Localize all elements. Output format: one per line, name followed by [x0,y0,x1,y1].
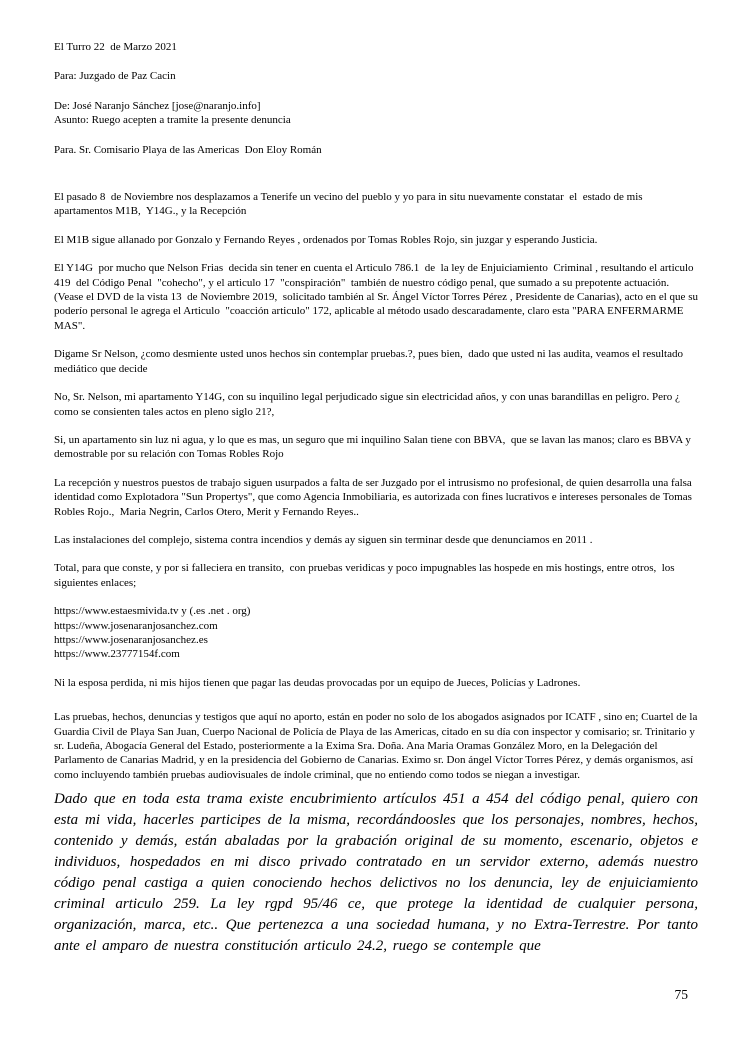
paragraph-family-debts: Ni la esposa perdida, ni mis hijos tienen que pagar las deudas provocadas por un equipo de Jueces, Policías y Ladrones. [54,676,581,689]
paragraph-hostings: Total, para que conste, y por si falleciera en transito, con pruebas veridicas y poco impugnables las hospede en mis hostings, entre otros, los siguientes enlaces; [54,562,678,589]
paragraph-reception: La recepción y nuestros puestos de trabajo siguen usurpados a falta de ser Juzgado por el intrusismo no profesional, de quien desarrolla una falsa identidad como Explotadora "Sun Propertys", que como Agencia Inmobiliaria, es autorizada con fines lucrativos e intereses personales de Tomas Robles Rojo., Maria Negrin, Carlos Otero, Merit y Fernando Reyes.. [54,476,695,518]
subject-line: Asunto: Ruego acepten a tramite la presente denuncia [54,114,291,127]
attention-line: Para. Sr. Comisario Playa de las Americas Don Eloy Román [54,143,322,156]
paragraph-bbva: Si, un apartamento sin luz ni agua, y lo que es mas, un seguro que mi inquilino Salan tiene con BBVA, que se lavan las manos; claro es BBVA y demostrable por su relación con Tomas Robles Rojo [54,433,694,461]
letter-content [54,40,701,957]
page-number: 75 [674,987,688,1002]
letter-header [54,40,698,157]
paragraph-y14g-law: El Y14G por mucho que Nelson Frias decida sin tener en cuenta el Articulo 786.1 de la ley de Enjuiciamiento Criminal , resultando el articulo 419 del Código Penal "cohecho", y el articulo 17 "conspiración" también de nuestro código penal, que sumado a su prepotente actuación.(Vease el DVD de la vista 13 de Noviembre 2019, solicitado también al Sr. Ángel Víctor Torres Pérez , Presidente de Canarias), acto en el que su poderío personal le agrega el Articulo "coacción articulo" 172, aplicable al método usado descaradamente, claro esta "PARA ENFERMARME MAS". [54,262,701,332]
url-23777154f: https://www.23777154f.com [54,648,180,661]
url-estaesmivida: https://www.estaesmivida.tv y (.es .net . org) [54,605,251,618]
letter-body [54,190,701,957]
url-josenaranjosanchez-es: https://www.josenaranjosanchez.es [54,633,208,646]
date-line: El Turro 22 de Marzo 2021 [54,41,177,53]
sender-line: De: José Naranjo Sánchez [jose@naranjo.info] [54,99,261,112]
links-block [54,604,698,662]
recipient-line: Para: Juzgado de Paz Cacin [54,70,176,83]
paragraph-evidence: Las pruebas, hechos, denuncias y testigos que aquí no aporto, están en poder no solo de los abogados asignados por ICATF , sino en; Cuartel de la Guardia Civil de Playa San Juan, Cuerpo Nacional de Policía de Playa de las Americas, citado en su día con inspector y comisario; sr. Trinitario y sr. Ludeña, Abogacía General del Estado, posteriormente a la Exima Sra. Doña. Ana Maria Oramas González Moro, en la Delegación del Parlamento de Canarias Madrid, y en la presidencia del Gobierno de Canarias. Eximo sr. Don ángel Víctor Torres Pérez, y demás organismos, así como incluyendo también pruebas audiovisuales de índole criminal, que no entiendo como todos se niegan a investigar. [54,711,701,781]
url-josenaranjosanchez-com: https://www.josenaranjosanchez.com [54,619,218,632]
paragraph-installations: Las instalaciones del complejo, sistema contra incendios y demás ay siguen sin terminar desde que denunciamos en 2011 . [54,533,593,546]
paragraph-visit: El pasado 8 de Noviembre nos desplazamos a Tenerife un vecino del pueblo y yo para in situ nuevamente constatar el estado de mis apartamentos M1B, Y14G., y la Recepción [54,191,646,218]
paragraph-m1b: El M1B sigue allanado por Gonzalo y Fernando Reyes , ordenados por Tomas Robles Rojo, sin juzgar y esperando Justicia. [54,233,598,246]
paragraph-nelson-question: Digame Sr Nelson, ¿como desmiente usted unos hechos sin contemplar pruebas.?, pues bien, dado que usted ni las audita, veamos el resultado mediático que decide [54,348,686,375]
paragraph-no-electricity: No, Sr. Nelson, mi apartamento Y14G, con su inquilino legal perjudicado sigue sin electricidad años, y con unas barandillas en peligro. Pero ¿ como se consienten tales actos en pleno siglo 21?, [54,391,683,418]
closing-italic-paragraph: Dado que en toda esta trama existe encubrimiento artículos 451 a 454 del código penal, quiero con esta mi vida, hacerles participes de la misma, recordándoosles que los personajes, nombres, hechos, contenido y demás, están abaladas por la grabación original de su momento, escenario, objetos e individuos, hospedados en mi disco privado contratado en un servidor externo, además nuestro código penal castiga a quien conociendo hechos delictivos no los denuncia, ley de enjuiciamiento criminal articulo 259. La ley rgpd 95/46 ce, que protege la identidad de cualquier persona, organización, marca, etc.. Que pertenezca a una sociedad humana, y no Extra-Terrestre. Por tanto ante el amparo de nuestra constitución articulo 24.2, ruego se contemple que [54,791,698,955]
sender-block [54,99,698,128]
